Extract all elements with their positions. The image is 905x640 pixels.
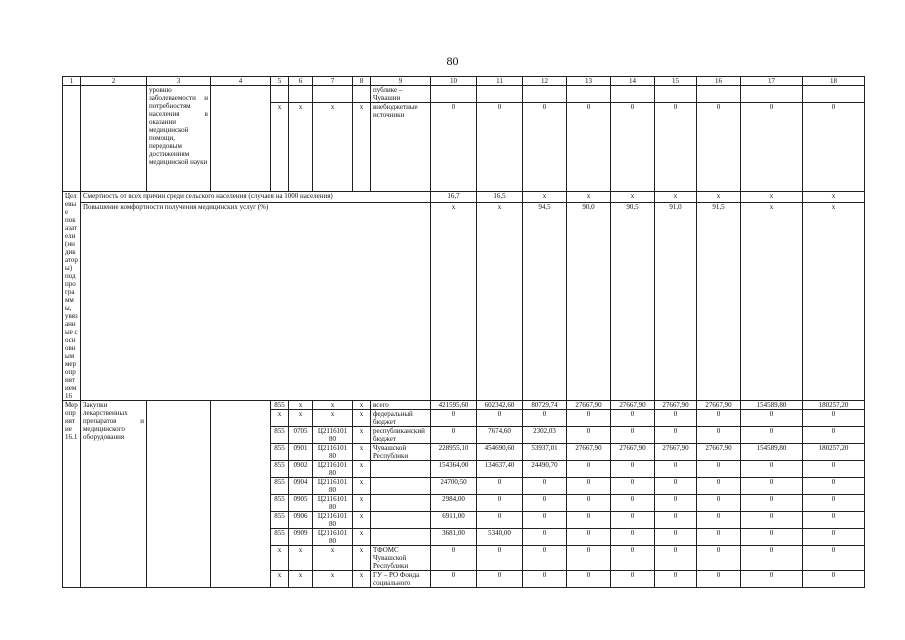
header-cell: 10: [431, 77, 477, 86]
value-cell: 5340,00: [477, 529, 523, 546]
measure-name: Закупки лекарственных препаратов и медицинского оборудования: [81, 401, 147, 588]
table-cell: x: [353, 512, 371, 529]
table-cell: x: [353, 461, 371, 478]
value-cell: 154589,80: [741, 444, 803, 461]
value-cell: 0: [697, 103, 741, 192]
value-cell: 154589,80: [741, 401, 803, 410]
header-row: [63, 77, 865, 86]
header-cell: 5: [271, 77, 289, 86]
value-cell: 0: [697, 546, 741, 571]
value-cell: 0: [741, 512, 803, 529]
table-cell: 855: [271, 478, 289, 495]
table-cell: [611, 86, 655, 103]
measure-row: [63, 401, 865, 410]
header-cell: 12: [523, 77, 567, 86]
value-cell: 0: [477, 571, 523, 588]
value-cell: x: [741, 192, 803, 203]
value-cell: 0: [655, 103, 697, 192]
value-cell: 0: [477, 103, 523, 192]
table-cell: [567, 86, 611, 103]
value-cell: 3681,00: [431, 529, 477, 546]
value-cell: x: [697, 192, 741, 203]
value-cell: 0: [567, 546, 611, 571]
table-cell: 0909: [289, 529, 313, 546]
value-cell: 0: [523, 103, 567, 192]
value-cell: 0: [803, 478, 865, 495]
value-cell: 24700,50: [431, 478, 477, 495]
table-cell: 855: [271, 444, 289, 461]
header-cell: 16: [697, 77, 741, 86]
table-cell: x: [353, 478, 371, 495]
value-cell: 0: [803, 571, 865, 588]
value-cell: 0: [567, 461, 611, 478]
value-cell: x: [431, 203, 477, 401]
table-cell: [63, 86, 81, 192]
value-cell: 0: [741, 546, 803, 571]
value-cell: 0: [477, 512, 523, 529]
value-cell: 27667,90: [611, 401, 655, 410]
table-cell: [697, 86, 741, 103]
value-cell: 0: [611, 410, 655, 427]
value-cell: 0: [567, 495, 611, 512]
value-cell: 0: [803, 512, 865, 529]
value-cell: 0: [803, 103, 865, 192]
table-cell: x: [313, 401, 353, 410]
value-cell: 0: [803, 495, 865, 512]
header-cell: 17: [741, 77, 803, 86]
value-cell: 0: [741, 529, 803, 546]
value-cell: 27667,90: [655, 401, 697, 410]
source-label: ГУ – РО Фонда социального: [371, 571, 431, 588]
value-cell: 0: [611, 495, 655, 512]
value-cell: 0: [655, 427, 697, 444]
table-cell: [211, 86, 271, 192]
source-label: [371, 512, 431, 529]
value-cell: 7674,60: [477, 427, 523, 444]
value-cell: 91,0: [655, 203, 697, 401]
value-cell: 0: [697, 478, 741, 495]
table-cell: [655, 86, 697, 103]
value-cell: 0: [523, 410, 567, 427]
source-label: публике – Чувашии: [371, 86, 431, 103]
value-cell: 0: [523, 495, 567, 512]
value-cell: 0: [697, 410, 741, 427]
value-cell: 27667,90: [697, 401, 741, 410]
value-cell: 0: [611, 103, 655, 192]
value-cell: 16,5: [477, 192, 523, 203]
value-cell: x: [803, 203, 865, 401]
value-cell: 0: [741, 478, 803, 495]
table-cell: Ц2116101 80: [313, 529, 353, 546]
value-cell: 0: [655, 478, 697, 495]
value-cell: 0: [431, 103, 477, 192]
value-cell: 80729,74: [523, 401, 567, 410]
table-cell: 855: [271, 529, 289, 546]
value-cell: 27667,90: [567, 444, 611, 461]
value-cell: x: [803, 192, 865, 203]
table-cell: [147, 401, 211, 588]
value-cell: 0: [611, 529, 655, 546]
table-cell: [803, 86, 865, 103]
table-cell: [741, 86, 803, 103]
table-cell: x: [353, 410, 371, 427]
table-cell: x: [353, 546, 371, 571]
value-cell: 0: [523, 546, 567, 571]
header-cell: 7: [313, 77, 353, 86]
value-cell: x: [567, 192, 611, 203]
value-cell: 0: [655, 461, 697, 478]
table-cell: 855: [271, 401, 289, 410]
value-cell: 0: [697, 461, 741, 478]
table-cell: x: [313, 546, 353, 571]
value-cell: 27667,90: [655, 444, 697, 461]
table-cell: 0906: [289, 512, 313, 529]
value-cell: 134637,40: [477, 461, 523, 478]
value-cell: x: [655, 192, 697, 203]
value-cell: 27667,90: [611, 444, 655, 461]
value-cell: x: [611, 192, 655, 203]
value-cell: x: [523, 192, 567, 203]
header-cell: 3: [147, 77, 211, 86]
table-cell: x: [289, 103, 313, 192]
value-cell: 0: [611, 546, 655, 571]
table-cell: x: [353, 571, 371, 588]
page-number: 80: [446, 54, 459, 68]
value-cell: 421595,60: [431, 401, 477, 410]
value-cell: 0: [523, 512, 567, 529]
header-cell: 11: [477, 77, 523, 86]
table-cell: Ц2116101 80: [313, 461, 353, 478]
value-cell: 0: [611, 461, 655, 478]
table-cell: x: [313, 571, 353, 588]
value-cell: 0: [611, 571, 655, 588]
value-cell: 0: [523, 571, 567, 588]
table-cell: Ц2116101 80: [313, 444, 353, 461]
header-cell: 1: [63, 77, 81, 86]
source-label: внебюджетные источники: [371, 103, 431, 192]
header-cell: 15: [655, 77, 697, 86]
source-label: ТФОМС Чувашской Республики: [371, 546, 431, 571]
table-cell: x: [353, 103, 371, 192]
value-cell: 180257,20: [803, 444, 865, 461]
value-cell: 0: [697, 512, 741, 529]
value-cell: 0: [741, 410, 803, 427]
value-cell: 602342,60: [477, 401, 523, 410]
value-cell: 0: [697, 571, 741, 588]
value-cell: 0: [697, 427, 741, 444]
value-cell: 16,7: [431, 192, 477, 203]
value-cell: 180257,20: [803, 401, 865, 410]
table-cell: x: [353, 444, 371, 461]
table-cell: 0905: [289, 495, 313, 512]
value-cell: 0: [477, 495, 523, 512]
value-cell: 0: [741, 495, 803, 512]
measure-label: Мероприятие 16.1: [63, 401, 81, 588]
value-cell: 27667,90: [567, 401, 611, 410]
table-cell: 855: [271, 427, 289, 444]
table-cell: 0705: [289, 427, 313, 444]
value-cell: 0: [741, 103, 803, 192]
value-cell: 0: [523, 478, 567, 495]
table-cell: 855: [271, 495, 289, 512]
table-cell: 0904: [289, 478, 313, 495]
value-cell: 0: [431, 571, 477, 588]
table-cell: x: [313, 410, 353, 427]
source-label: [371, 461, 431, 478]
value-cell: 0: [803, 427, 865, 444]
table-cell: [313, 86, 353, 103]
value-cell: 0: [741, 427, 803, 444]
value-cell: 0: [803, 410, 865, 427]
value-cell: 0: [523, 529, 567, 546]
header-cell: 4: [211, 77, 271, 86]
table-cell: 0902: [289, 461, 313, 478]
value-cell: 0: [431, 410, 477, 427]
table-cell: x: [353, 427, 371, 444]
source-label: федеральный бюджет: [371, 410, 431, 427]
value-cell: 0: [697, 495, 741, 512]
value-cell: 0: [611, 512, 655, 529]
source-label: [371, 495, 431, 512]
header-cell: 9: [371, 77, 431, 86]
value-cell: 0: [611, 478, 655, 495]
indicators-label: Целевые показатели (индикаторы) подпрограммы, увязанные с основным мероприятием 16: [63, 192, 81, 401]
table-cell: [289, 86, 313, 103]
value-cell: x: [741, 203, 803, 401]
source-label: всего: [371, 401, 431, 410]
value-cell: x: [477, 203, 523, 401]
table-cell: [431, 86, 477, 103]
value-cell: 0: [655, 410, 697, 427]
value-cell: 0: [655, 495, 697, 512]
table-cell: [477, 86, 523, 103]
value-cell: 0: [611, 427, 655, 444]
value-cell: 90,5: [611, 203, 655, 401]
value-cell: 2302,03: [523, 427, 567, 444]
table-cell: Ц2116101 80: [313, 495, 353, 512]
table-cell: x: [271, 546, 289, 571]
header-cell: 6: [289, 77, 313, 86]
value-cell: 0: [431, 427, 477, 444]
table-cell: Ц2116101 80: [313, 427, 353, 444]
table-row: [63, 86, 865, 103]
value-cell: 0: [803, 546, 865, 571]
value-cell: 0: [567, 571, 611, 588]
value-cell: 0: [477, 546, 523, 571]
table-cell: x: [289, 571, 313, 588]
value-cell: 0: [655, 529, 697, 546]
value-cell: 0: [567, 512, 611, 529]
value-cell: 6911,00: [431, 512, 477, 529]
value-cell: 0: [803, 529, 865, 546]
value-cell: 0: [655, 512, 697, 529]
indicator-text: Повышение комфортности получения медицинских услуг (%): [81, 203, 431, 401]
value-cell: 454690,60: [477, 444, 523, 461]
value-cell: 0: [567, 410, 611, 427]
header-cell: 18: [803, 77, 865, 86]
value-cell: 0: [697, 529, 741, 546]
table-cell: [81, 86, 147, 192]
table-cell: x: [313, 103, 353, 192]
value-cell: 0: [567, 529, 611, 546]
table-cell: 855: [271, 512, 289, 529]
table-cell: x: [271, 571, 289, 588]
table-cell: x: [353, 495, 371, 512]
value-cell: 0: [567, 478, 611, 495]
source-label: Чувашской Республики: [371, 444, 431, 461]
header-cell: 8: [353, 77, 371, 86]
table-cell: x: [289, 410, 313, 427]
value-cell: 0: [741, 461, 803, 478]
header-cell: 14: [611, 77, 655, 86]
value-cell: 0: [567, 103, 611, 192]
value-cell: 2984,00: [431, 495, 477, 512]
header-cell: 2: [81, 77, 147, 86]
header-cell: 13: [567, 77, 611, 86]
value-cell: 94,5: [523, 203, 567, 401]
value-cell: 90,0: [567, 203, 611, 401]
value-cell: 24490,70: [523, 461, 567, 478]
indicator-text: Смертность от всех причин среди сельского населения (случаев на 1000 населения): [81, 192, 431, 203]
table-cell: x: [289, 401, 313, 410]
value-cell: 0: [741, 571, 803, 588]
value-cell: 0: [655, 546, 697, 571]
table-cell: x: [271, 410, 289, 427]
table-cell: [271, 86, 289, 103]
table-cell: [353, 86, 371, 103]
table-cell: 855: [271, 461, 289, 478]
value-cell: 0: [655, 571, 697, 588]
table-cell: x: [271, 103, 289, 192]
value-cell: 91,5: [697, 203, 741, 401]
table-cell: x: [289, 546, 313, 571]
value-cell: 0: [477, 410, 523, 427]
table-cell: x: [353, 401, 371, 410]
value-cell: 27667,90: [697, 444, 741, 461]
indicator-row: [63, 192, 865, 203]
value-cell: 0: [567, 427, 611, 444]
budget-table: [62, 76, 865, 588]
source-label: [371, 478, 431, 495]
source-label: [371, 529, 431, 546]
value-cell: 0: [803, 461, 865, 478]
source-label: республиканский бюджет: [371, 427, 431, 444]
table-cell: Ц2116101 80: [313, 478, 353, 495]
table-cell: 0901: [289, 444, 313, 461]
table-cell: [211, 401, 271, 588]
indicator-row: [63, 203, 865, 401]
value-cell: 0: [431, 546, 477, 571]
table-cell: Ц2116101 80: [313, 512, 353, 529]
value-cell: 154364,00: [431, 461, 477, 478]
table-cell: [523, 86, 567, 103]
continued-text: уровню заболеваемости и потребностям населения в оказании медицинской помощи, передовым достижениям медицинской науки: [147, 86, 211, 192]
table-cell: x: [353, 529, 371, 546]
value-cell: 228955,10: [431, 444, 477, 461]
value-cell: 0: [477, 478, 523, 495]
value-cell: 53937,01: [523, 444, 567, 461]
